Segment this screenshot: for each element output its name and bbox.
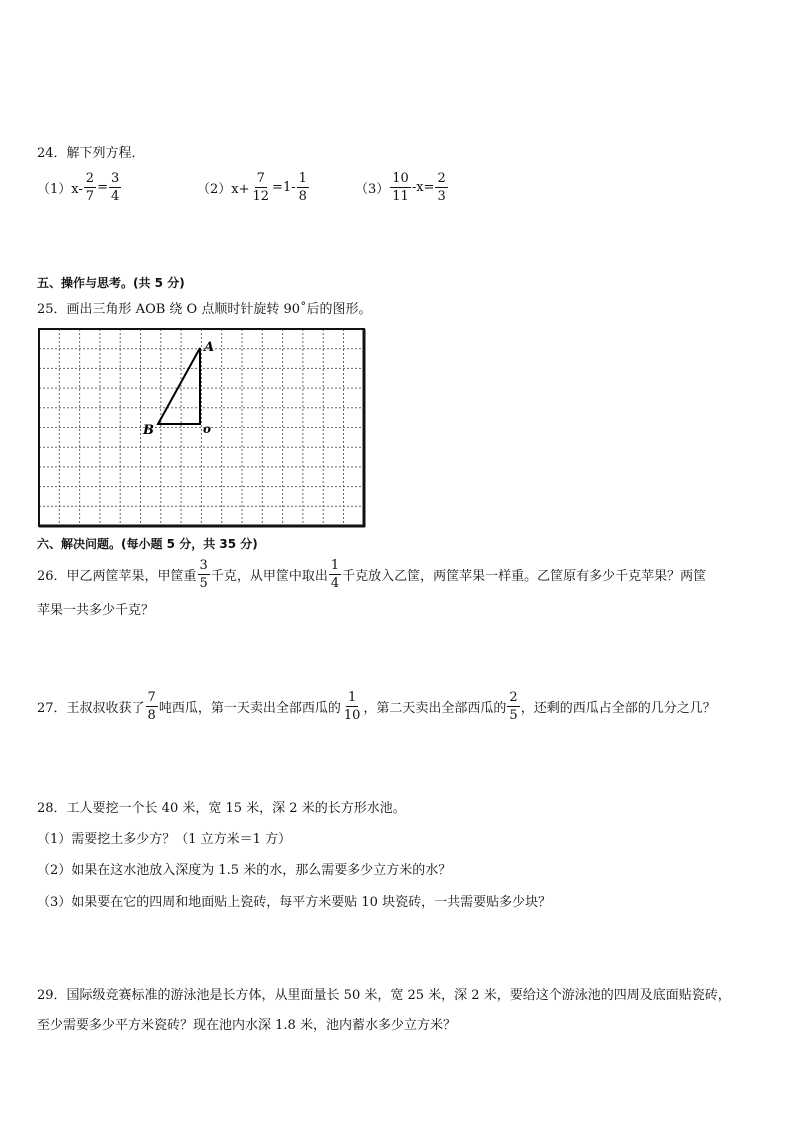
grid-svg [37,327,367,529]
triangle-aob [158,348,200,424]
grid-lines [39,329,364,526]
q24-eq3-label: （3） [355,182,390,197]
q25-text: 25．画出三角形 AOB 绕 O 点顺时针旋转 90˚后的图形。 [37,302,372,317]
numerator: 2 [509,690,518,705]
q24-eq1-label: （1）x- [37,182,83,197]
q24-eq1 [37,172,197,203]
q27-part3: ，第二天卖出全部西瓜的 [363,701,507,716]
fraction [507,691,519,722]
fraction [84,172,96,203]
label-a: A [204,340,215,355]
numerator: 1 [298,171,307,186]
q26-line1 [37,559,706,590]
numerator: 7 [256,171,265,186]
q27-part4: ，还剩的西瓜占全部的几分之几？ [520,701,716,716]
label-o: o [203,422,212,436]
denominator: 8 [147,708,156,723]
numerator: 10 [392,171,409,186]
numerator: 2 [437,171,446,186]
fraction [329,559,341,590]
fraction [109,172,121,203]
q28-sub3: （3）如果要在它的四周和地面贴上瓷砖，每平方米要贴 10 块瓷砖，一共需要贴多少块？ [37,895,552,910]
section5-heading: 五、操作与思考。(共 5 分) [37,276,185,290]
numerator: 3 [110,171,120,186]
q24-eq2-mid: =1- [272,180,296,195]
denominator: 12 [252,189,270,204]
q24-title: 24．解下列方程． [37,146,145,161]
denominator: 3 [437,189,446,204]
denominator: 4 [110,189,120,204]
fraction [390,172,411,203]
fraction [435,172,447,203]
q26-part2: 千克，从甲筐中取出 [210,569,328,584]
q24-eq3-mid: -x= [411,180,435,195]
q29-line2: 至少需要多少平方米瓷砖？现在池内水深 1.8 米，池内蓄水多少立方米？ [37,1018,456,1033]
q29-line1: 29．国际级竞赛标准的游泳池是长方体，从里面量长 50 米，宽 25 米，深 2 米，要给这个游泳池的四周及底面贴瓷砖， [37,988,731,1003]
q28-sub2: （2）如果在这水池放入深度为 1.5 米的水，那么需要多少立方米的水？ [37,863,452,878]
denominator: 11 [392,189,409,204]
denominator: 10 [343,708,361,723]
q24-eq1-mid: = [97,180,108,195]
fraction [146,691,158,722]
denominator: 5 [509,708,518,723]
denominator: 7 [85,189,95,204]
denominator: 5 [199,576,208,591]
fraction [251,172,272,203]
numerator: 1 [330,558,340,573]
q27-part2: 吨西瓜，第一天卖出全部西瓜的 [158,701,341,716]
numerator: 2 [85,171,95,186]
q26-part3: 千克放入乙筐，两筐苹果一样重。乙筐原有多少千克苹果？两筐 [342,569,707,584]
q26-line2: 苹果一共多少千克？ [37,603,155,618]
numerator: 1 [347,690,357,705]
fraction [297,172,309,203]
label-b: B [143,423,154,438]
q24-equations [37,172,449,203]
numerator: 3 [199,558,208,573]
denominator: 8 [298,189,307,204]
q27-part1: 27．王叔叔收获了 [37,701,145,716]
q28-sub1: （1）需要挖土多少方？（1 立方米＝1 方） [37,832,292,847]
q24-eq2 [197,172,355,203]
numerator: 7 [147,690,156,705]
fraction [342,691,363,722]
q28-title: 28．工人要挖一个长 40 米，宽 15 米，深 2 米的长方形水池。 [37,801,406,816]
section6-heading: 六、解决问题。(每小题 5 分，共 35 分) [37,537,258,551]
q26-part1: 26．甲乙两筐苹果，甲筐重 [37,569,197,584]
q24-eq3 [355,172,449,203]
grid-figure [37,327,367,529]
q24-eq2-label: （2）x+ [197,182,250,197]
q27-line [37,691,716,722]
denominator: 4 [330,576,340,591]
fraction [198,559,210,590]
